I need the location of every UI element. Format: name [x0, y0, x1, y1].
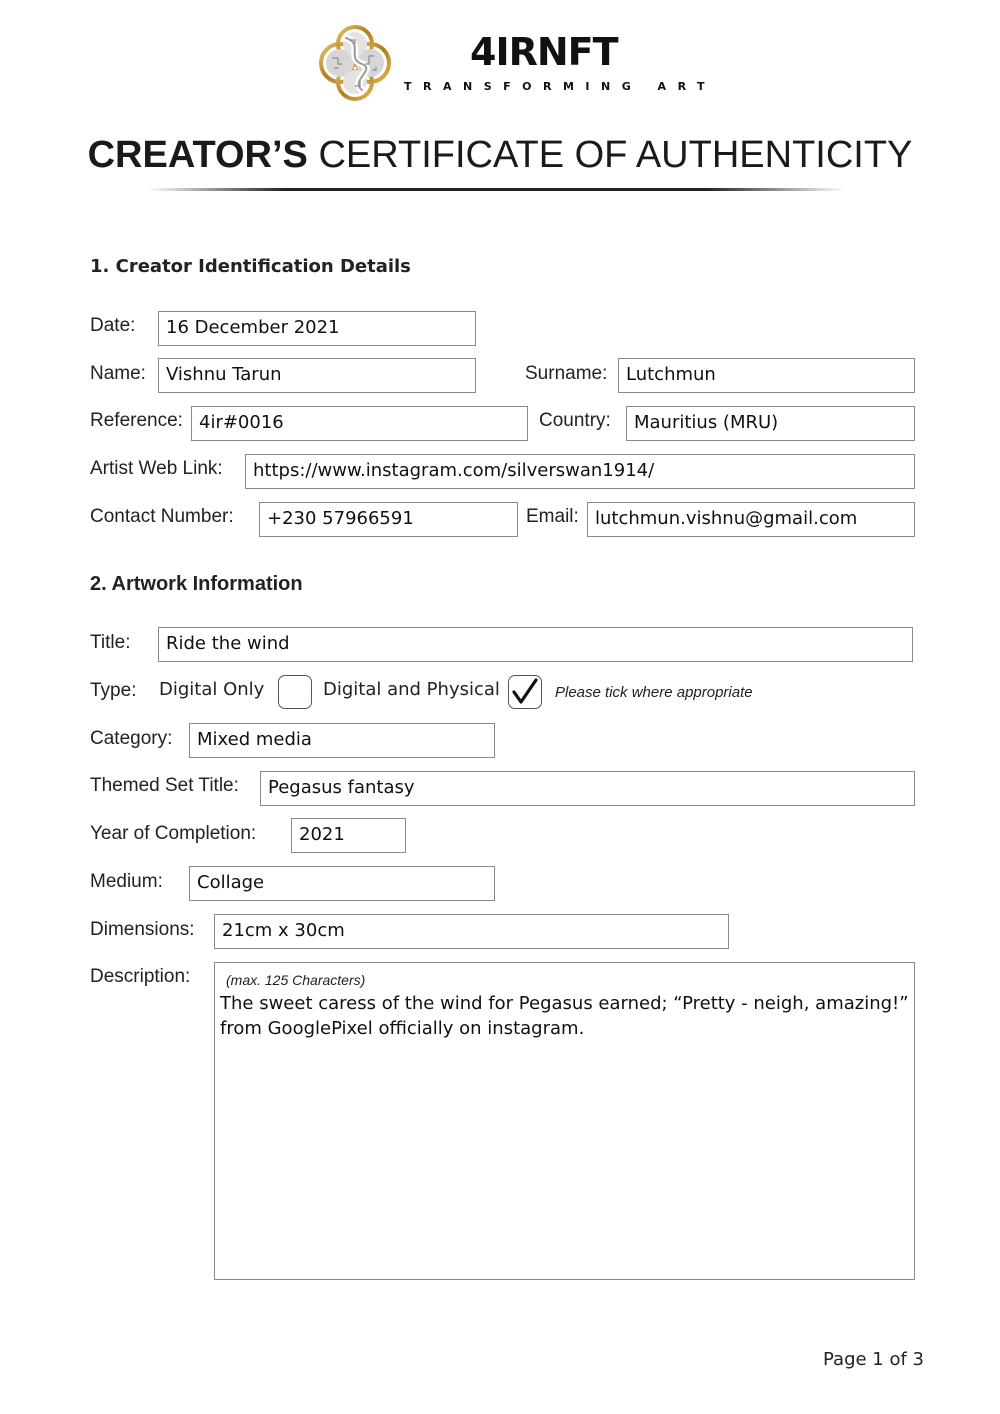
description-field[interactable] [214, 962, 915, 1280]
category-field[interactable]: Mixed media [189, 723, 495, 758]
checkmark-icon [508, 675, 542, 709]
brand-tagline: TRANSFORMING ART [404, 80, 717, 93]
brand-name: 4IRNFT [470, 30, 618, 74]
contact-label: Contact Number: [90, 506, 234, 527]
email-label: Email: [526, 506, 579, 527]
brand-logo [316, 24, 717, 102]
title-label: Title: [90, 632, 131, 653]
title-bold: CREATOR’S [87, 134, 308, 176]
weblink-field[interactable]: https://www.instagram.com/silverswan1914/ [245, 454, 915, 489]
title-rest: CERTIFICATE OF AUTHENTICITY [318, 134, 913, 176]
surname-label: Surname: [525, 363, 608, 384]
country-field[interactable]: Mauritius (MRU) [626, 406, 915, 441]
email-field[interactable]: lutchmun.vishnu@gmail.com [587, 502, 915, 537]
date-label: Date: [90, 315, 136, 336]
section-heading-artwork: 2. Artwork Information [90, 573, 303, 595]
type-option-digital-label: Digital Only [159, 679, 265, 700]
name-label: Name: [90, 363, 146, 384]
type-option-both-label: Digital and Physical [323, 679, 500, 700]
medium-label: Medium: [90, 871, 163, 892]
country-label: Country: [539, 410, 611, 431]
type-label: Type: [90, 680, 137, 701]
description-hint: (max. 125 Characters) [226, 972, 366, 988]
contact-field[interactable]: +230 57966591 [259, 502, 518, 537]
category-label: Category: [90, 728, 173, 749]
type-hint: Please tick where appropriate [555, 684, 753, 701]
type-both-checkbox[interactable] [508, 675, 542, 709]
section-heading-creator: 1. Creator Identification Details [90, 256, 411, 277]
reference-field[interactable]: 4ir#0016 [191, 406, 528, 441]
page-title [0, 134, 1000, 177]
year-label: Year of Completion: [90, 823, 257, 844]
weblink-label: Artist Web Link: [90, 458, 223, 479]
artwork-title-field[interactable]: Ride the wind [158, 627, 913, 662]
description-label: Description: [90, 966, 191, 987]
description-text: The sweet caress of the wind for Pegasus earned; “Pretty - neigh, amazing!” from GooglePixel officially on instagram. [220, 993, 909, 1039]
date-field[interactable]: 16 December 2021 [158, 311, 476, 346]
dimensions-label: Dimensions: [90, 919, 195, 940]
name-field[interactable]: Vishnu Tarun [158, 358, 476, 393]
year-field[interactable]: 2021 [291, 818, 406, 853]
infinity-knot-icon [316, 24, 394, 102]
title-divider [146, 188, 846, 191]
medium-field[interactable]: Collage [189, 866, 495, 901]
themed-set-field[interactable]: Pegasus fantasy [260, 771, 915, 806]
themed-set-label: Themed Set Title: [90, 775, 239, 796]
dimensions-field[interactable]: 21cm x 30cm [214, 914, 729, 949]
reference-label: Reference: [90, 410, 183, 431]
type-digital-checkbox[interactable] [278, 675, 312, 709]
surname-field[interactable]: Lutchmun [618, 358, 915, 393]
page-number: Page 1 of 3 [823, 1349, 924, 1370]
